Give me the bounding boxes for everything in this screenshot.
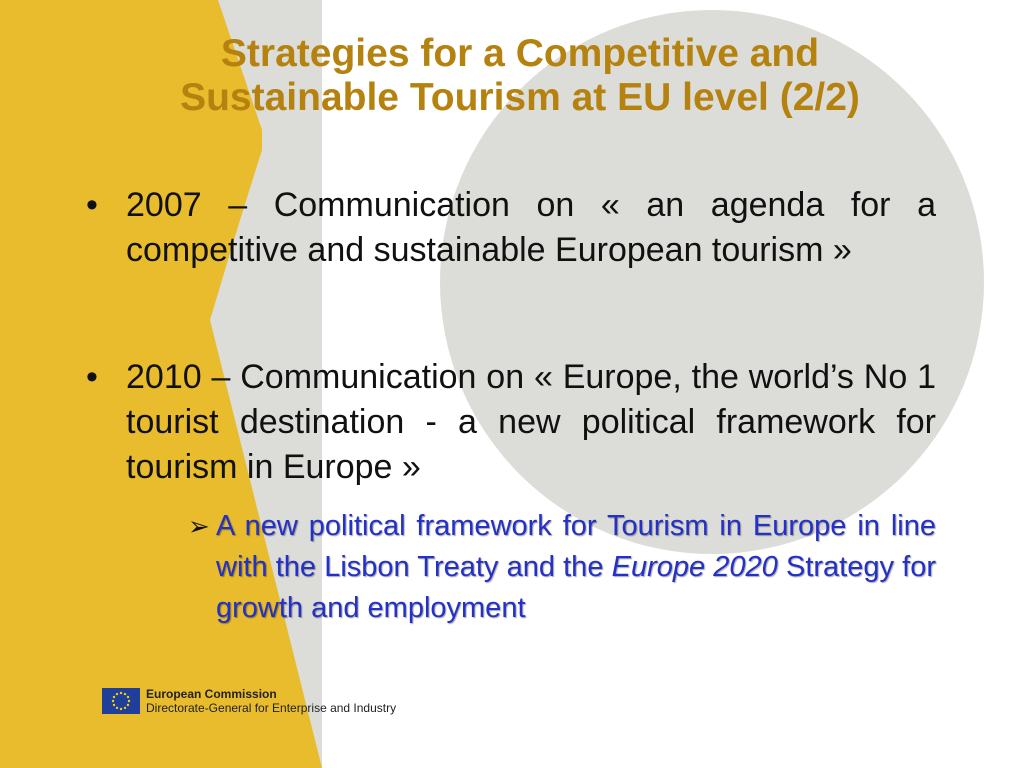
slide-title [90,32,950,120]
footer-text [146,687,396,715]
bullet-item-2007 [86,183,936,273]
sub-bullet-text-before: A new political framework for Tourism in Europe in line with the Lisbon Treaty and the [216,510,936,583]
bullet-item-2010 [86,355,936,490]
footer-logo-block [102,686,396,716]
bullet-text: 2010 – Communication on « Europe, the world’s No 1 tourist destination - a new political framework for tourism in Europe » [126,358,936,486]
eu-flag-icon [102,688,140,714]
footer-organization: European Commission [146,687,277,701]
bullet-marker: • [86,186,98,224]
sub-bullet-item [188,506,936,629]
arrow-bullet-icon: ➢ [188,511,210,541]
bullet-text: 2007 – Communication on « an agenda for a competitive and sustainable European tourism » [126,186,936,269]
bullet-marker: • [86,358,98,396]
footer-directorate: Directorate-General for Enterprise and Industry [146,701,397,715]
slide-title-line1: Strategies for a Competitive and [220,32,820,75]
sub-bullet-text-after: Strategy for growth and employment [216,551,936,624]
slide-title-line2: Sustainable Tourism at EU level (2/2) [180,76,860,119]
sub-bullet-text-italic: Europe 2020 [611,551,778,583]
